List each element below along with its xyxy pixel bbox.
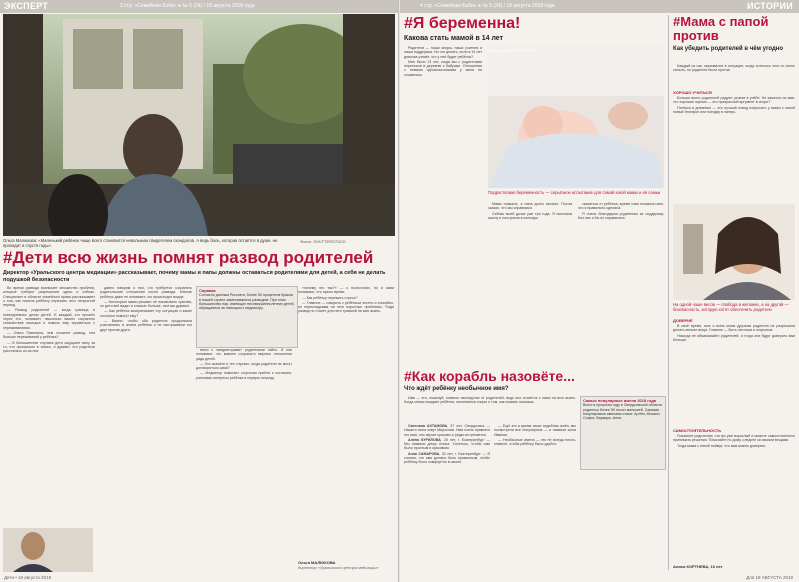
newborn-photo xyxy=(488,46,664,188)
mom-rubric-1: ХОРОШО УЧИТЬСЯ xyxy=(673,90,712,95)
info-box-text: Согласно данным Росстата, более 50 процентов браков в нашей стране заканчиваются разводом. При этом большинство пар, имеющих несовершеннолетних детей, обращаются за помощью к медиатору. xyxy=(199,293,295,311)
boy-window-photo xyxy=(3,14,395,236)
mom-intro xyxy=(673,64,795,86)
voice-name: Алёна КУРИЛОВА xyxy=(408,437,441,442)
right-running-header xyxy=(400,0,799,13)
left-lead: Директор «Уральского центра медиации» рассказывает, почему мамы и папы должны оставаться родителями для детей, а себя не делать подушкой безопасности xyxy=(3,270,386,283)
mom-col3-p: Тогда мама с папой поймут, что вам можно доверять. xyxy=(677,443,767,448)
left-col-2 xyxy=(100,286,192,576)
left-col-1 xyxy=(3,286,95,526)
left-col2-p: — Как ребёнок воспринимает эту ситуацию и какие поступки помогут ему? xyxy=(100,309,192,318)
mom-headline: #Мама с папой против xyxy=(673,14,769,43)
pregnant-col-3 xyxy=(578,202,664,362)
left-col4-p: — Главное — говорить с ребёнком честно и спокойно, не перекладывая на него взрослые проблемы. Тогда развод не станет для него травмой на всю жизнь. xyxy=(298,300,394,314)
left-col1-p: — В большинстве случаев дети ощущают вину за то, что произошло в семье, и думают, что родители расстались из-за них. xyxy=(3,340,95,354)
ship-intro-p: Имя — это, пожалуй, главное наследство от родителей, ведь оно остаётся с нами на всю жизнь. Когда семья ожидает ребёнка, начинаются споры о том, как назвать малыша. xyxy=(404,396,576,405)
left-info-box xyxy=(196,286,298,348)
voice-info: 37 лет, Свердловск xyxy=(450,424,485,428)
left-photo-badge: Фото: SHUTTERSTOCK xyxy=(300,239,346,244)
names-stats-box xyxy=(580,396,666,470)
left-footer: Дети • 18 августа 2018 xyxy=(4,575,52,580)
column-divider xyxy=(668,15,669,570)
mom-col3-p: Покажите родителям, что вы уже взрослый и можете самостоятельно принимать решения. Помогайте по дому, следите за своими вещами. xyxy=(673,434,795,443)
left-col2-p: — Некоторые мамы решают не показывать чувства, но дети всё видят и слышат больше, чем мы думаем. xyxy=(100,299,192,309)
voice-item: Алёна КУРИЛОВА, 25 лет, г. Екатеринбург — Мы назвали дочку Алиса. Хотелось, чтобы имя было простым и красивым. xyxy=(404,437,490,451)
right-issue-line: 4 стр. «Семейная Бэби» ● № 5 (24) / 18 августа 2018 года xyxy=(420,3,555,9)
voice-item: Анна САМАРОВА, 30 лет, г. Екатеринбург — Я считаю, что имя должно быть привычным, чтобы ребёнку было комфортно в школе. xyxy=(404,451,490,465)
left-col1-p: — Ольга Павловна, чем сложнее развод, тем больше переживаний у ребёнка? xyxy=(3,330,95,340)
left-col3-p: мени с «медиаторами» родителями тайно. И они понимают, что важнее сохранить мирные отношения ради детей. xyxy=(196,348,292,361)
left-main-photo xyxy=(3,14,395,236)
left-author-name: Ольга МАЛЮКОВА xyxy=(298,560,336,565)
pregnant-subhead: Какова стать мамой в 14 лет xyxy=(404,35,504,42)
pregnant-col-2 xyxy=(488,202,572,362)
girl-photo xyxy=(673,204,795,300)
right-section-title: ИСТОРИИ xyxy=(746,1,793,11)
stats-text: Всего в прошлом году в Свердловской области родилось более 50 тысяч малышей. Самыми популярными именами стали: Артём, Михаил, Софья, Варвара, Анна. xyxy=(583,403,663,421)
mom-rubric-2: ДОВЕРИЕ xyxy=(673,318,693,323)
left-col2-p: давно говорим о том, что требуется сохранять родительские отношения после развода. Многие ребёнок даже не понимает, что происходит вокруг. xyxy=(100,286,192,299)
ship-intro xyxy=(404,396,576,422)
pregnant-col3-p: сказаться от ребёнка, время тоже показало мне, что я правильно сделала. xyxy=(578,202,664,211)
ship-col-2 xyxy=(494,424,576,574)
mom-col-1 xyxy=(673,96,795,200)
mom-col-2 xyxy=(673,324,795,424)
ship-voices-col xyxy=(404,424,490,574)
mom-col2-p: В своё время, мне и всем моим друзьям родители не разрешали делать многие вещи. Главное — быть честным и открытым. xyxy=(673,324,795,333)
left-photo-caption: Ольга Малюкова: «Маленький ребёнок чаще всего становится невольным свидетелем скандалов. А ведь боль, которая остаётся в душе, не проходит и спустя годы». xyxy=(3,238,278,248)
voice-text: Я считаю, что имя должно быть привычным, чтобы ребёнку было комфортно в школе. xyxy=(404,451,490,465)
pregnant-col1-p: Мне было 13 лет, когда мы с родителями переехали в деревню к бабушке. Отношения с новыми одноклассниками у меня не сложились. xyxy=(404,59,482,77)
mom-col-3 xyxy=(673,434,795,560)
ship-col2-p: — Необычные имена — это не всегда плохо, главное, чтобы ребёнку было удобно. xyxy=(494,437,576,447)
left-issue-line: 3 стр. «Семейная Бэби» ● № 5 (24) / 18 августа 2018 года xyxy=(120,3,255,9)
left-author xyxy=(298,560,394,570)
voice-info: 25 лет, г. Екатеринбург xyxy=(443,437,485,442)
pregnant-col-1 xyxy=(404,46,482,366)
mom-col1-p: Пятёрки в дневнике — это лучший повод попросить у мамы с папой новый телефон или поездку в лагерь. xyxy=(673,105,795,114)
left-author-role: директор «Уральского центра медиации» xyxy=(298,565,379,570)
left-col1-p: — Развод родителей — когда граница в повседневных делах детей. И каждый, кто прошёл через это, понимает, насколько важно сохранить спокойствие малыша и помочь ему справиться с переживаниями. xyxy=(3,308,95,330)
stats-title: Самые популярные имена 2018 года xyxy=(583,398,656,403)
mom-col1-p: Больше всего родителей радуют успехи в учёбе. Не кажется ли вам, что хорошие оценки — это прекрасный аргумент в споре? xyxy=(673,96,795,105)
mom-subhead: Как убедить родителей в чём угодно xyxy=(673,46,784,52)
left-col4-p: — Как ребёнку пережить стресс? xyxy=(302,295,358,300)
pregnant-col2-p: Сейчас моей дочке уже три года. Я окончила школу и поступила в колледж. xyxy=(488,211,572,220)
left-col3-p: — Что скажете о тех случаях, когда родители не могут договориться сами? xyxy=(196,361,292,371)
author-portrait xyxy=(3,528,93,572)
left-running-header xyxy=(0,0,398,13)
author-photo xyxy=(3,528,93,572)
left-section-title: ЭКСПЕРТ xyxy=(4,1,49,11)
baby-photo xyxy=(488,46,664,188)
baby-photo-badge: Фото: SHUTTERSTOCK xyxy=(490,48,536,53)
baby-photo-caption: Подростковая беременность — серьёзное испытание для самой юной мамы и её семьи xyxy=(488,190,661,195)
mom-author: Алиса КОРТНЕВА, 16 лет xyxy=(673,564,723,569)
voice-name: Светлана АХТАМОВА xyxy=(408,424,448,428)
right-page xyxy=(400,0,799,582)
voice-item: Светлана АХТАМОВА, 37 лет, Свердловск — Нашего сына зовут Мирослав. Нам очень нравится это имя, оно звучит красиво и редко встречается. xyxy=(404,424,490,437)
left-col1-p: Во время развода возникает множество проблем, которые требуют разрешения здесь и сейчас. Специалист в области семейного права рассказывает о том, как помочь ребёнку пережить этот непростой период. xyxy=(3,286,95,308)
pregnant-col1-p: Родители — наши опоры, наши учителя и наша поддержка. Но что делать, если в 14 лет девочка узнаёт, что у неё будет ребёнок? xyxy=(404,46,482,59)
mom-col2-p: Никогда не обманывайте родителей, и тогда они будут доверять вам больше. xyxy=(673,333,795,342)
voice-info: 30 лет, г. Екатеринбург xyxy=(441,451,481,456)
ship-headline: #Как корабль назовёте... xyxy=(404,368,575,384)
left-page xyxy=(0,0,399,582)
ship-subhead: Что ждёт ребёнку необычное имя? xyxy=(404,386,509,392)
voice-name: Анна САМАРОВА xyxy=(408,451,440,456)
left-col2-p: — Важно, чтобы оба родителя продолжали участвовать в жизни ребёнка и не настраивали его друг против друга. xyxy=(100,319,192,332)
voice-text: Нашего сына зовут Мирослав. Нам очень нравится это имя, оно звучит красиво и редко встречается. xyxy=(404,428,490,437)
pregnant-col2-p: Мама плакала, а папа долго молчал. Потом сказал, что мы справимся. xyxy=(488,202,572,211)
left-col-4 xyxy=(298,286,394,556)
pregnant-headline: #Я беременна! xyxy=(404,15,521,32)
left-col3-p: — Медиатор помогает сторонам прийти к согласию, учитывая интересы ребёнка в первую очередь. xyxy=(196,371,292,380)
voice-text: Мы назвали дочку Алиса. Хотелось, чтобы имя было простым и красивым. xyxy=(404,442,490,451)
right-footer: Для 18 АВГУСТА 2018 xyxy=(746,575,793,580)
info-box-title: Справка xyxy=(199,288,216,293)
pregnant-col3-p: Я очень благодарна родителям за поддержку. Без них я бы не справилась. xyxy=(578,211,664,220)
girl-photo-caption: На одной чаше весов — свобода и желание, а на другой — безопасность, которую хотят обеспечить родители xyxy=(673,302,789,312)
ship-col2-p: — Ещё это и время таких подобных имён, мы посмотрели все популярные — и назвали сына Иваном. xyxy=(494,424,576,437)
left-headline: #Дети всю жизнь помнят развод родителей xyxy=(3,248,374,267)
mom-intro-p: Каждый из нас оказывался в ситуации, когда хотелось чего-то очень сильно, но родители были против. xyxy=(673,64,795,73)
girl-portrait xyxy=(673,204,795,300)
mom-rubric-3: САМОСТОЯТЕЛЬНОСТЬ xyxy=(673,428,722,433)
left-col-3 xyxy=(196,348,292,576)
left-col4-p: «почему это так?» — о психологах, но и сами понимают, что нужно время. xyxy=(298,286,394,295)
